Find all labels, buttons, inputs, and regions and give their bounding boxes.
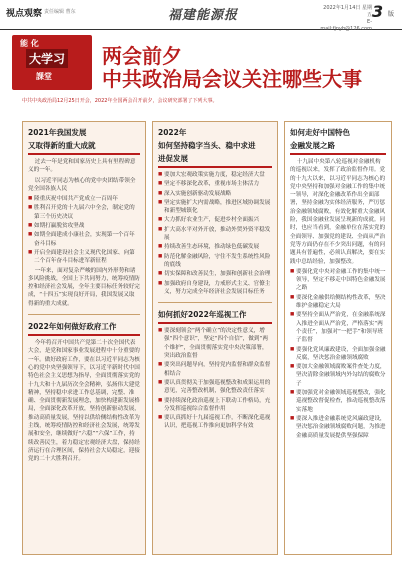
list-item: ■ 扩大高水平对外开放，推动外贸外资平稳发展 xyxy=(158,226,272,243)
masthead xyxy=(0,0,402,30)
list-item: ■ 要认真贯彻关于加强巡视整改和成果运用的意见，完善整改机制，强化整改责任落实 xyxy=(158,379,272,396)
article-column-3 xyxy=(284,121,392,555)
list-item: ■ 要加强党对金融领域巡视整改，强化巡视整改督促检查，推动巡视整改落实落地 xyxy=(290,389,386,414)
list-item: ■ 如期全面建成小康社会，实现第一个百年奋斗目标 xyxy=(28,231,140,248)
col3-heading-1: 如何走好中国特色 xyxy=(290,128,350,137)
article-column-1 xyxy=(22,121,146,555)
heading-rule xyxy=(28,334,140,336)
list-item: ■ 要坚持全面从严治党，在金融系统深入推进全面从严治党，严格落实“两个责任”，加强对“一把手”和领导班子监督 xyxy=(290,311,386,344)
badge-line-1: 能 化 xyxy=(20,39,39,48)
col3-heading-2: 金融发展之路 xyxy=(290,141,335,150)
list-item: ■ 要深入推进金融系统党风廉政建设，坚决惩治金融领域腐败问题，为推进金融高质量发展提供坚强保障 xyxy=(290,415,386,440)
col1-para: 一年来，面对复杂严峻的国内外形势和诸多风险挑战，全国上下共同努力，统筹疫情防控和经济社会发展，全年主要目标任务较好完成，“十四五”实现良好开局，我国发展又取得新的重大成就。 xyxy=(28,267,140,307)
heading-rule xyxy=(158,166,272,168)
col1-para: 以习近平同志为核心的党中央团结带领全党全国各族人民 xyxy=(28,177,136,192)
col1-heading-3: 2022年如何做好政府工作 xyxy=(28,322,117,332)
newspaper-logo: 福建能源报 xyxy=(168,8,239,23)
list-item: ■ 胜利召开党的十九届六中全会，制定党的第三个历史决议 xyxy=(28,204,140,221)
heading-rule xyxy=(290,153,386,155)
list-item: ■ 要加大宏观政策实施力度，稳定经济大盘 xyxy=(158,171,272,179)
page-number: 3 xyxy=(372,2,384,21)
list-item: ■ 要强化党风廉政建设，全面加强金融反腐，坚决惩治金融领域腐败 xyxy=(290,346,386,363)
list-item: ■ 要深化金融供给侧结构性改革，坚决维护金融稳定大局 xyxy=(290,294,386,311)
headline-line-1: 两会前夕 xyxy=(102,44,182,68)
list-item: ■ 加强政府自身建设，力戒形式主义、官僚主义，努力完成全年经济社会发展目标任务 xyxy=(158,280,272,297)
column-badge xyxy=(12,35,92,90)
col1-para: 过去一年是党和国家历史上具有里程碑意义的一年。 xyxy=(28,159,136,174)
article-column-2 xyxy=(152,121,278,555)
list-item: ■ 大力抓好农业生产，促进乡村全面振兴 xyxy=(158,216,272,224)
col2-heading-3: 如何抓好2022年巡视工作 xyxy=(158,310,247,320)
list-item: ■ 要突出问题导向，坚持党内监督和群众监督相结合 xyxy=(158,361,272,378)
list-item: ■ 开启全面建设社会主义现代化国家、向第二个百年奋斗目标进军新征程 xyxy=(28,249,140,266)
list-item: ■ 要认真抓好十九届巡视工作，不断深化巡视认识，把巡视工作推向更加科学有效 xyxy=(158,414,272,431)
list-item: ■ 要强化党中央对金融工作的集中统一领导，坚定不移走中国特色金融发展之路 xyxy=(290,268,386,293)
list-item: ■ 防范化解金融风险，守住不发生系统性风险的底线 xyxy=(158,253,272,270)
list-item: ■ 深入实施创新驱动发展战略 xyxy=(158,190,272,198)
list-item: ■ 如期打赢脱贫攻坚战 xyxy=(28,222,140,230)
list-item: ■ 要加大金融领域腐败案件查处力度，坚决清除金融领域内外勾结的腐败分子 xyxy=(290,363,386,388)
lead-text: 中共中央政治局12月25日开会，2022年全国两会召开前夕，会议研究部署了下列大事。 xyxy=(22,98,218,104)
list-item: ■ 隆重庆祝中国共产党成立一百周年 xyxy=(28,195,140,203)
list-item: ■ 切实保障和改善民生，加强和创新社会治理 xyxy=(158,270,272,278)
badge-line-2: 大学习 xyxy=(26,49,68,68)
section-name: 视点观察 xyxy=(6,9,43,19)
issue-date-block xyxy=(320,5,372,33)
headline-line-2: 中共政治局会议关注哪些大事 xyxy=(102,67,362,91)
col2-heading-2b: 进促发展 xyxy=(158,154,188,163)
contact-email: E-mail:fjnyb@126.com xyxy=(320,19,372,32)
col1-subsection xyxy=(28,314,140,463)
list-item: ■ 持续改善生态环境，推动绿色低碳发展 xyxy=(158,243,272,251)
list-item: ■ 坚定实施扩大内需战略，推进区域协调发展和新型城镇化 xyxy=(158,199,272,216)
col2-heading-1: 2022年 xyxy=(158,128,187,137)
badge-line-3: 課堂 xyxy=(36,72,52,81)
col2-heading-2: 如何坚持稳字当头、稳中求进 xyxy=(158,141,256,150)
col1-para: 今年将召开中国共产党第二十次全国代表大会，是党和国家事业发展进程中十分重要的一年。做好政府工作，要在以习近平同志为核心的党中央坚强领导下，以习近平新时代中国特色社会主义思想为指导，全面贯彻落实党的十九大和十九届历次全会精神，弘扬伟大建党精神，坚持稳中求进工作总基调，完整、准确、全面贯彻新发展理念，加快构建新发展格局，全面深化改革开放，坚持创新驱动发展，推动高质量发展，坚持以供给侧结构性改革为主线，统筹疫情防控和经济社会发展，统筹发展和安全，继续做好“六稳”“六保”工作，持续改善民生，着力稳定宏观经济大盘，保持经济运行在合理区间，保持社会大局稳定，迎接党的二十大胜利召开。 xyxy=(28,340,140,463)
col1-heading-1: 2021年我国发展 xyxy=(28,128,87,137)
list-item: ■ 要深刻领会“两个确立”的决定性意义，增强“四个意识”，坚定“四个自信”，做到“两个维护”，全面贯彻落实党中央决策部署，突出政治监督 xyxy=(158,327,272,360)
issue-date: 2022年1月14日 星期五 xyxy=(323,5,372,18)
col3-para: 十九届中央第八轮巡视对金融机构的巡视以来，发挥了政治监督作用。党的十九大以来，以习近平同志为核心的党中央坚持和加强对金融工作的集中统一领导，对深化金融改革作出全面部署，坚持金融为实体经济服务，严厉惩治金融领域腐败，有效化解重大金融风险，我国金融业发展呈现新的成就。同时，也应当看到，金融单位在落实党的全面领导、加强党的建设、全面从严治党等方面仍存在不少突出问题，有的问题具有普遍性，必须认真解决，要在实践中总结经验，加强整改。 xyxy=(290,159,386,265)
section-editor: 责任编辑 曹东 xyxy=(44,9,76,15)
col2-subsection xyxy=(158,302,272,431)
page-suffix: 版 xyxy=(388,11,395,18)
list-item: ■ 坚定不移深化改革，重视市场主体活力 xyxy=(158,180,272,188)
heading-rule xyxy=(28,153,140,155)
list-item: ■ 要持续深化政治巡视上下联动工作格局，充分发挥巡视综合监督作用 xyxy=(158,397,272,414)
col1-heading-2: 又取得新的重大成就 xyxy=(28,141,96,150)
heading-rule xyxy=(158,322,272,324)
